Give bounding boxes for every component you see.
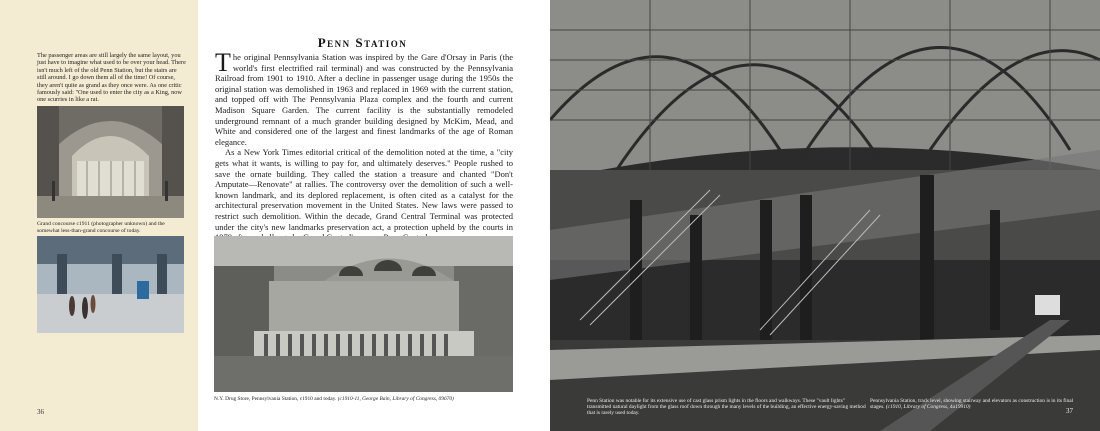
grand-concourse-photo	[37, 106, 184, 218]
exterior-caption: N.Y. Drug Store, Pennsylvania Station, c1910 and today. (c1910-11, George Bain, Library of Congress, 09670)	[214, 396, 454, 402]
track-level-photo	[550, 0, 1100, 431]
article-title: Penn Station	[317, 35, 408, 50]
page-number-left: 36	[37, 408, 44, 416]
drop-cap: T	[215, 48, 231, 77]
sidebar-intro-text: The passenger areas are still largely the same layout, you just have to imagine what used to be over your head. There isn't much left of the old Penn Station, but the stairs are still around. I go down them all of the time! Of course, they aren't quite as grand as they once were. As one critic famously said: "One used to enter the city as a King, now one scurries in like a rat.	[37, 52, 186, 104]
vault-lights-caption: Penn Station was notable for its extensive use of cast glass prism lights in the floors and walkways. These "vault lights" transmitted natural daylight from the glass roof down through the many levels of the building, an effective energy-saving method that is rarely used today.	[587, 398, 866, 417]
article-body	[215, 48, 513, 243]
page-number-right: 37	[1066, 407, 1073, 415]
track-level-caption: Pennsylvania Station, track level, showing stairway and elevators as construction is in its final stages. (c1910, Library of Congress, 4a19910)	[870, 398, 1074, 411]
track-level-caption-credit: (c1910, Library of Congress, 4a19910)	[885, 404, 971, 411]
exterior-caption-credit: (c1910-11, George Bain, Library of Congress, 09670)	[337, 396, 454, 402]
modern-concourse-photo	[37, 236, 184, 333]
article-paragraph-1: The original Pennsylvania Station was inspired by the Gare d'Orsay in Paris (the world's first electrified rail terminal) and was constructed by the Pennsylvania Railroad from 1901 to 1910. After a decline in passenger usage during the 1950s the original station was demolished in 1963 and replaced in 1969 with the current station, and topped off with The Pennsylvania Plaza complex and the fourth and current Madison Square Garden. The current facility is the substantially remodeled underground remnant of a much grander building designed by McKim, Mead, and White and considered one of the largest and finest landmarks of the age of Roman elegance.	[215, 48, 513, 147]
concourse-caption: Grand concourse c1911 (photographer unknown) and the somewhat less-than-grand concourse of today.	[37, 221, 165, 234]
article-paragraph-2: As a New York Times editorial critical of the demolition noted at the time, a "city gets what it wants, is willing to pay for, and ultimately deserves." People rushed to save the ornate building. They called the station a treasure and chanted "Don't Amputate—Renovate" at rallies. The controversy over the demolition of such a well-known landmark, and its deplored replacement, is often cited as a catalyst for the architectural preservation movement in the United States. New laws were passed to restrict such demolition. Within the decade, Grand Central Terminal was protected under the city's new landmarks preservation act, a protection upheld by the courts in	[215, 147, 513, 232]
station-exterior-photo	[214, 236, 513, 392]
